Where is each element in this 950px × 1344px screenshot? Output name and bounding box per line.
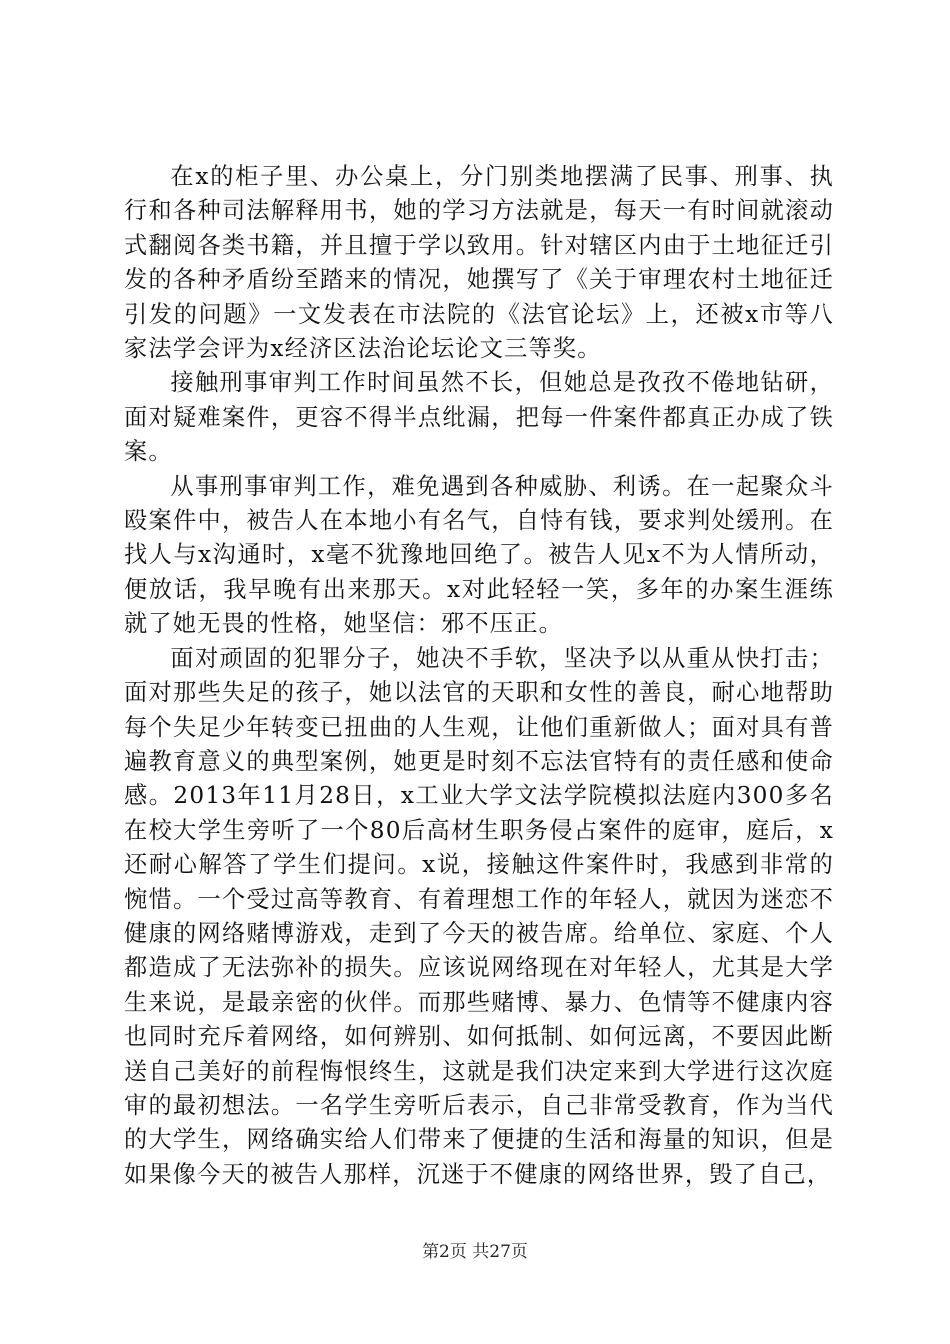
paragraph-3: 从事刑事审判工作，难免遇到各种威胁、利诱。在一起聚众斗殴案件中，被告人在本地小有名气，自恃有钱，要求判处缓刑。在找人与x沟通时，x毫不犹豫地回绝了。被告人见x不为人情所动，便放话，我早晚有出来那天。x对此轻轻一笑，多年的办案生涯练就了她无畏的性格，她坚信：邪不压正。 bbox=[124, 472, 834, 638]
paragraph-1: 在x的柜子里、办公桌上，分门别类地摆满了民事、刑事、执行和各种司法解释用书，她的学习方法就是，每天一有时间就滚动式翻阅各类书籍，并且擅于学以致用。针对辖区内由于土地征迁引发的各种矛盾纷至踏来的情况，她撰写了《关于审理农村土地征迁引发的问题》一文发表在市法院的《法官论坛》上，还被x市等八家法学会评为x经济区法治论坛论文三等奖。 bbox=[124, 163, 834, 363]
paragraph-4: 面对顽固的犯罪分子，她决不手软，坚决予以从重从快打击；面对那些失足的孩子，她以法官的天职和女性的善良，耐心地帮助每个失足少年转变已扭曲的人生观，让他们重新做人；面对具有普遍教育意义的典型案例，她更是时刻不忘法官特有的责任感和使命感。2013年11月28日，x工业大学文法学院模拟法庭内300多名在校大学生旁听了一个80后高材生职务侵占案件的庭审，庭后，x还耐心解答了学生们提问。x说，接触这件案件时，我感到非常的惋惜。一个受过高等教育、有着理想工作的年轻人，就因为迷恋不健康的网络赌博游戏，走到了今天的被告席。给单位、家庭、个人都造成了无法弥补的损失。应该说网络现在对年轻人，尤其是大学生来说，是最亲密的伙伴。而那些赌博、暴力、色情等不健康内容也同时充斥着网络，如何辨别、如何抵制、如何远离，不要因此断送自己美好的前程悔恨终生，这就是我们决定来到大学进行这次庭审的最初想法。一名学生旁听后表示，自己非常受教育，作为当代的大学生，网络确实给人们带来了便捷的生活和海量的知识，但是如果像今天的被告人那样，沉迷于不健康的网络世界，毁了自己， bbox=[124, 644, 834, 1188]
paragraph-2: 接触刑事审判工作时间虽然不长，但她总是孜孜不倦地钻研，面对疑难案件，更容不得半点纰漏，把每一件案件都真正办成了铁案。 bbox=[124, 369, 834, 466]
page-footer: 第2页 共27页 bbox=[422, 1242, 528, 1262]
document-body bbox=[124, 160, 834, 1192]
